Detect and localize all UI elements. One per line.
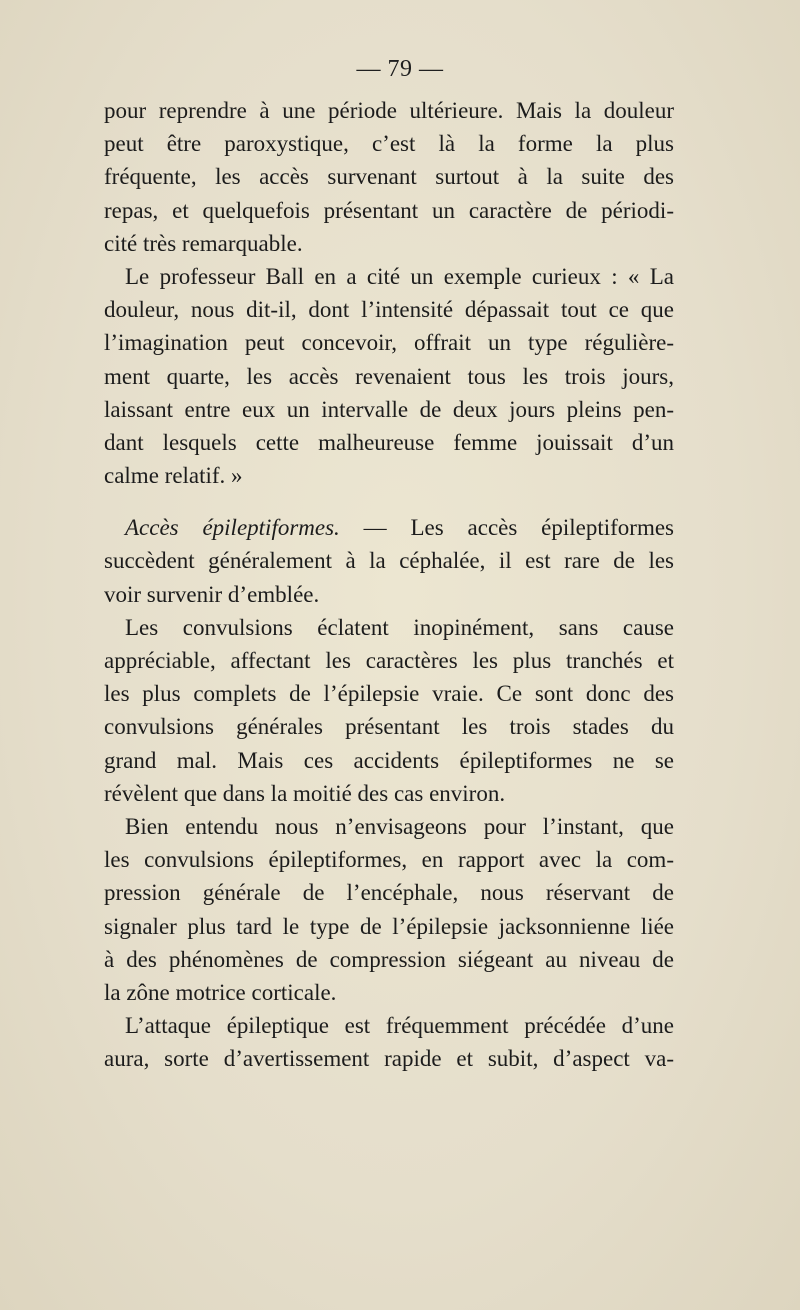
paragraph xyxy=(104,94,674,260)
paragraph xyxy=(104,511,674,611)
text-line xyxy=(104,511,674,544)
text-line: pression générale de l’encéphale, nous réservant de xyxy=(104,880,674,906)
paragraph xyxy=(104,260,674,492)
text-line: laissant entre eux un intervalle de deux jours pleins pen- xyxy=(104,396,674,422)
text-line: ment quarte, les accès revenaient tous les trois jours, xyxy=(104,363,674,389)
text-line: signaler plus tard le type de l’épilepsie jacksonnienne liée xyxy=(104,913,674,939)
text-run: — Les accès épileptiformes xyxy=(339,515,675,541)
text-line: repas, et quelquefois présentant un caractère de périodi- xyxy=(104,197,674,223)
text-line: les plus complets de l’épilepsie vraie. Ce sont donc des xyxy=(104,681,674,707)
text-line: convulsions générales présentant les trois stades du xyxy=(104,714,674,740)
page-number: — 79 — xyxy=(356,56,444,82)
text-line: calme relatif. » xyxy=(104,463,243,489)
text-line: douleur, nous dit-il, dont l’intensité dépassait tout ce que xyxy=(104,297,674,323)
paragraph xyxy=(104,611,674,810)
text-line: voir survenir d’emblée. xyxy=(104,581,320,607)
text-line: fréquente, les accès survenant surtout à la suite des xyxy=(104,164,674,190)
text-line: Bien entendu nous n’envisageons pour l’instant, que xyxy=(125,813,674,839)
text-line: cité très remarquable. xyxy=(104,230,303,256)
text-line: appréciable, affectant les caractères les plus tranchés et xyxy=(104,648,674,673)
paragraph xyxy=(104,810,674,1009)
text-line: les convulsions épileptiformes, en rapport avec la com- xyxy=(104,847,674,873)
page-text xyxy=(104,94,674,1075)
text-line: L’attaque épileptique est fréquemment précédée d’une xyxy=(125,1013,674,1039)
text-line: l’imagination peut concevoir, offrait un type régulière- xyxy=(104,330,674,356)
text-line: pour reprendre à une période ultérieure. Mais la douleur xyxy=(104,98,674,123)
paragraph xyxy=(104,1009,674,1075)
section-gap xyxy=(104,492,674,511)
text-line: aura, sorte d’avertissement rapide et subit, d’aspect va- xyxy=(104,1046,674,1072)
section-heading: Accès épileptiformes. xyxy=(125,515,340,541)
text-line: Le professeur Ball en a cité un exemple curieux : « La xyxy=(125,263,674,289)
text-line: dant lesquels cette malheureuse femme jouissait d’un xyxy=(104,429,674,455)
text-line: grand mal. Mais ces accidents épileptiformes ne se xyxy=(104,747,674,773)
text-line: Les convulsions éclatent inopinément, sans cause xyxy=(125,614,674,640)
text-line: à des phénomènes de compression siégeant au niveau de xyxy=(104,946,674,972)
text-line: succèdent généralement à la céphalée, il est rare de les xyxy=(104,548,674,574)
text-line: peut être paroxystique, c’est là la forme la plus xyxy=(104,131,674,157)
text-line: révèlent que dans la moitié des cas environ. xyxy=(104,780,506,806)
text-line: la zône motrice corticale. xyxy=(104,979,337,1005)
